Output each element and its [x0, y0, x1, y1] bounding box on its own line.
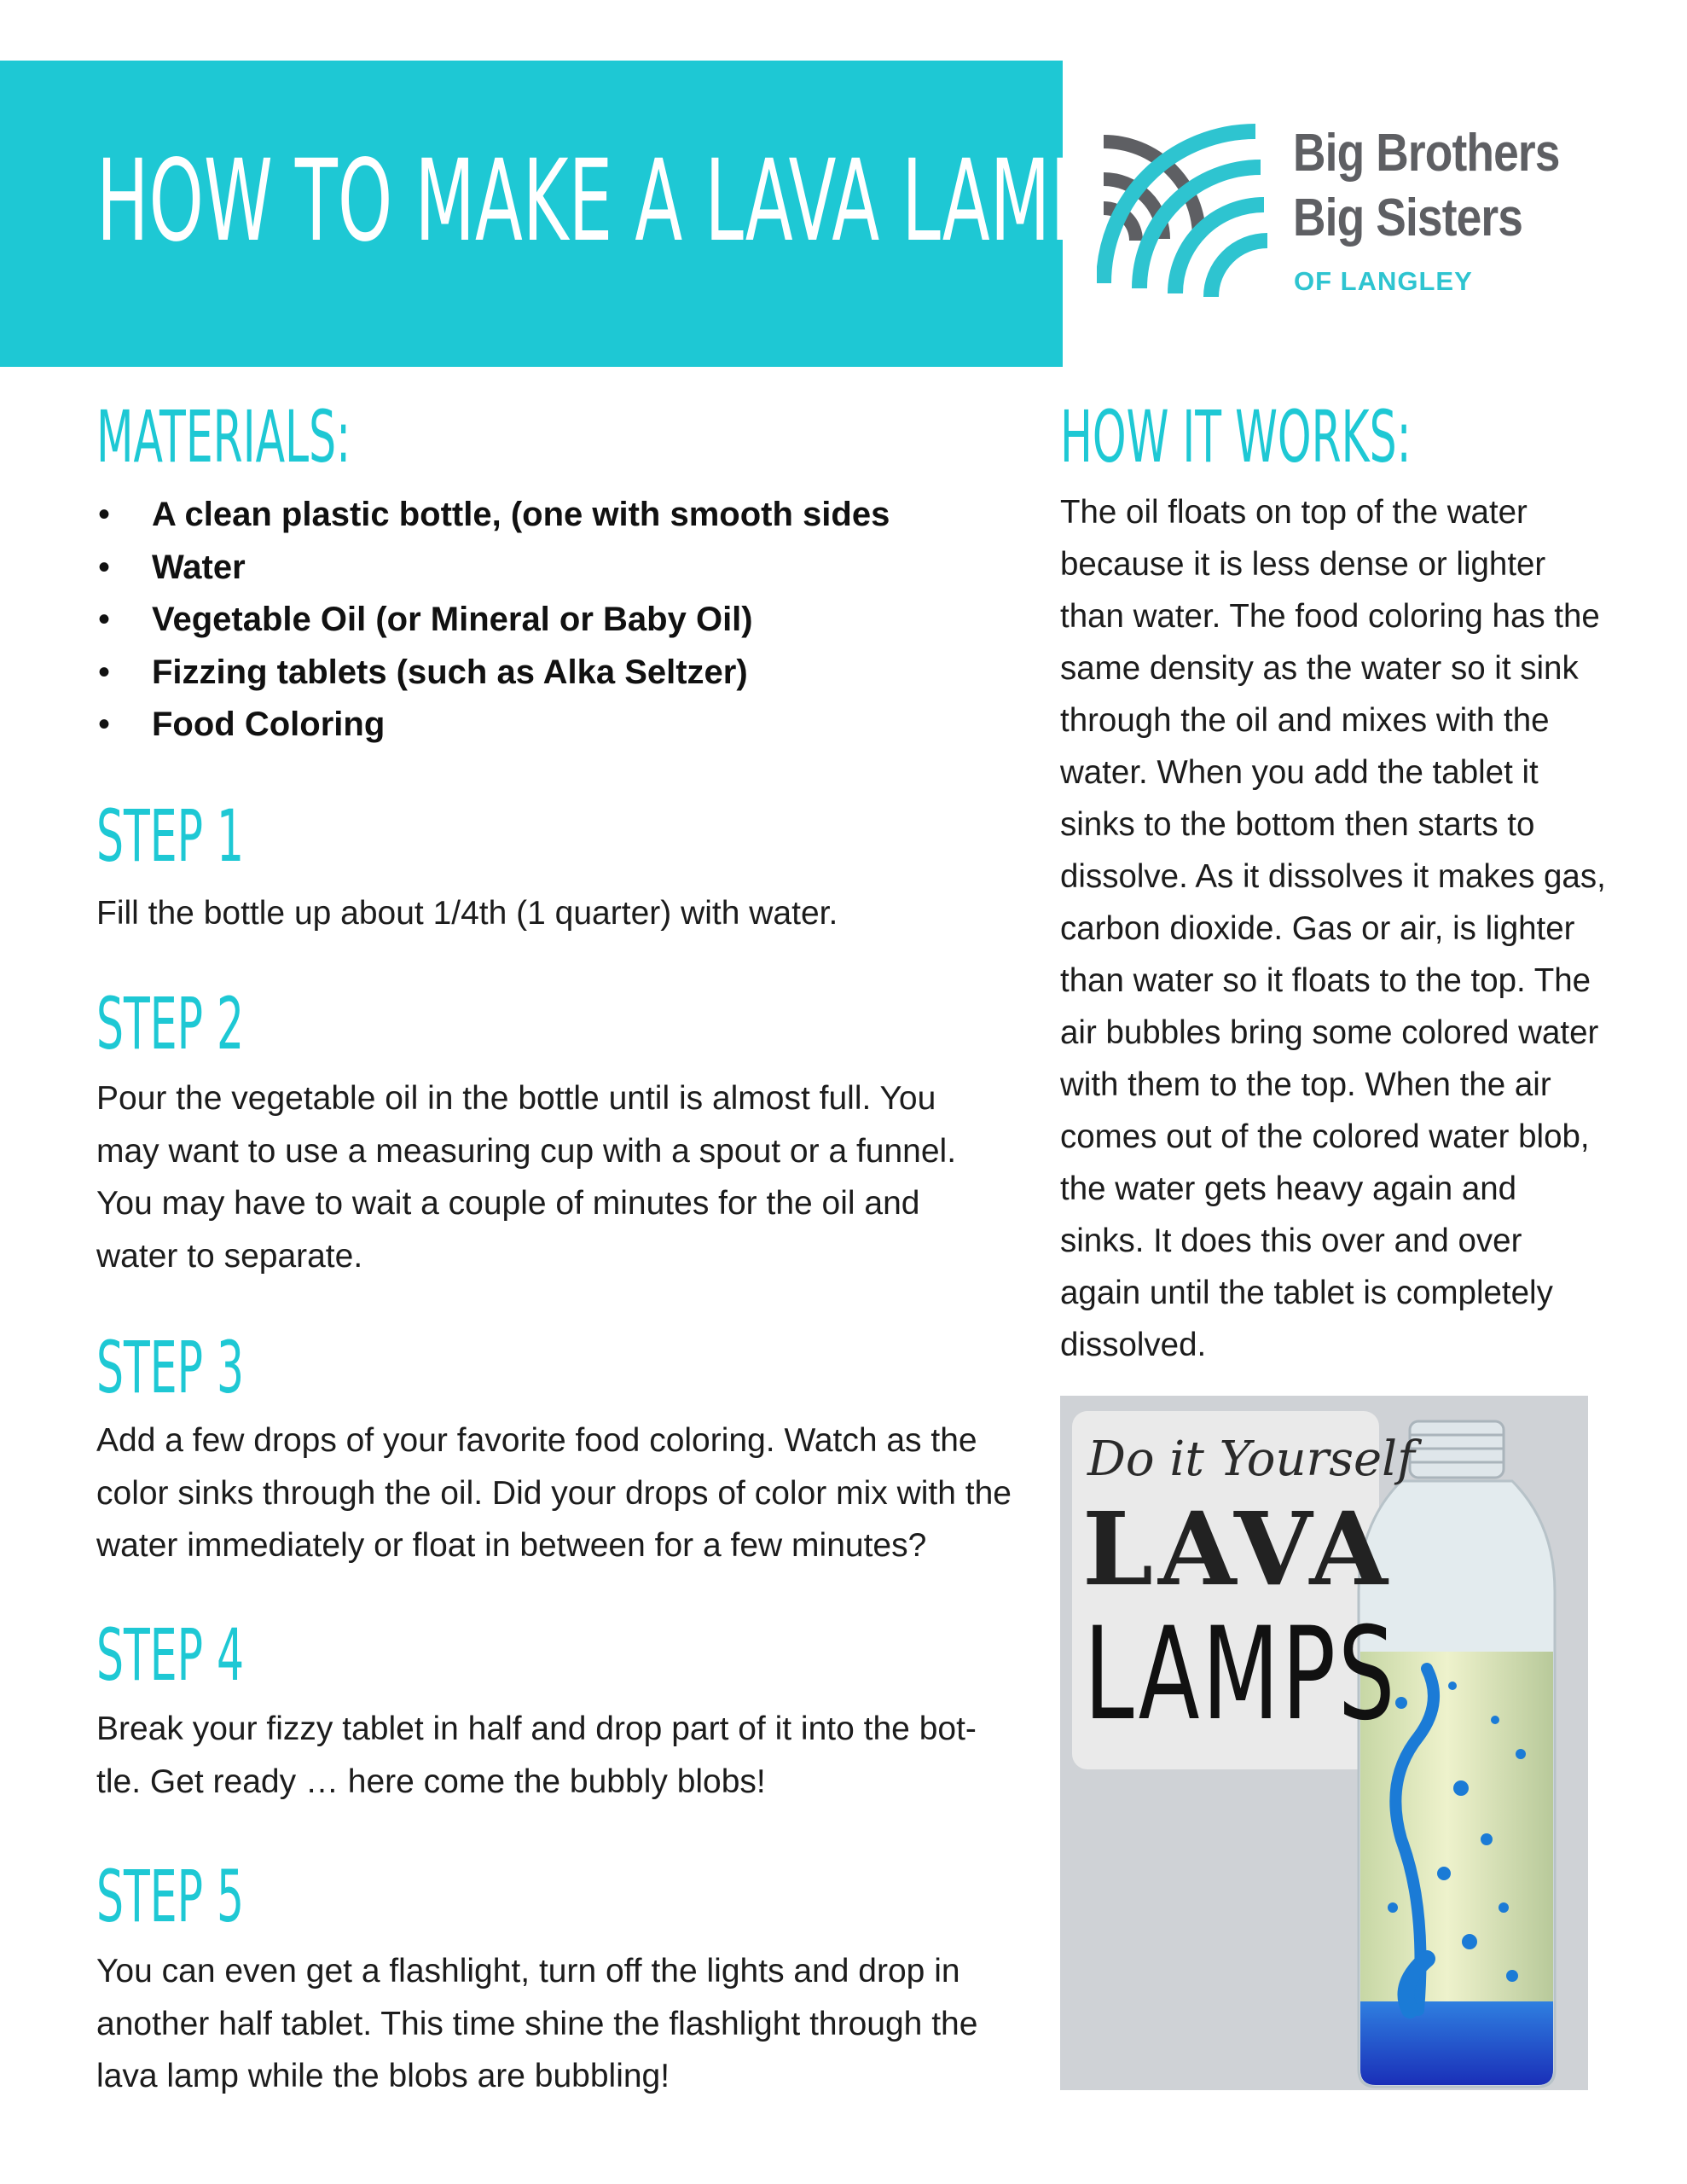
step-5-text: You can even get a flashlight, turn off the lights and drop in another half tablet. This time shine the flashlight through the lava lamp while the blobs are bubbling!: [96, 1953, 978, 2094]
logo-text-line1: Big Brothers: [1293, 124, 1560, 183]
materials-list: [96, 489, 1017, 752]
step-2-heading: STEP 2: [96, 982, 245, 1066]
logo-arcs-icon: [1097, 113, 1280, 309]
list-item: • Vegetable Oil (or Mineral or Baby Oil): [96, 594, 1017, 647]
logo: [1097, 113, 1609, 317]
step-5-heading: STEP 5: [96, 1855, 245, 1938]
photo-caption-line3: LAMPS: [1084, 1600, 1398, 1749]
photo-caption-line1: Do it Yourself: [1087, 1432, 1415, 1487]
step-1-text: Fill the bottle up about 1/4th (1 quarter) with water.: [96, 895, 838, 932]
step-3-text: Add a few drops of your favorite food coloring. Watch as the color sinks through the oil. Did your drops of color mix with the water immediately or float in between for a few minutes?: [96, 1422, 1012, 1564]
logo-subtitle: OF LANGLEY: [1294, 266, 1473, 296]
materials-heading: MATERIALS:: [96, 395, 351, 479]
step-4-text: Break your fizzy tablet in half and drop part of it into the bot-tle. Get ready … here come the bubbly blobs!: [96, 1711, 977, 1800]
list-item: • Water: [96, 542, 1017, 595]
step-1-heading: STEP 1: [96, 794, 245, 878]
list-item: • A clean plastic bottle, (one with smooth sides: [96, 489, 1017, 542]
step-2-text: Pour the vegetable oil in the bottle until is almost full. You may want to use a measuring cup with a spout or a funnel. You may have to wait a couple of minutes for the oil and water to separate.: [96, 1080, 957, 1275]
logo-text-line2: Big Sisters: [1293, 189, 1523, 247]
how-it-works-text: The oil floats on top of the water because it is less dense or lighter than water. The food coloring has the same density as the water so it sink through the oil and mixes with the water. When you add the tablet it sinks to the bottom then starts to dissolve. As it dissolves it makes gas, carbon dioxide. Gas or air, is lighter than water so it floats to the top. The air bubbles bring some colored water with them to the top. When the air comes out of the colored water blob, the water gets heavy again and sinks. It does this over and over again until the tablet is completely dissolved.: [1060, 494, 1606, 1363]
step-3-heading: STEP 3: [96, 1326, 245, 1409]
photo-caption-line2: LAVA: [1082, 1490, 1393, 1608]
lava-lamp-photo: [1060, 1396, 1588, 2090]
step-4-heading: STEP 4: [96, 1613, 245, 1697]
list-item: • Fizzing tablets (such as Alka Seltzer): [96, 647, 1017, 700]
list-item: • Food Coloring: [96, 699, 1017, 752]
how-it-works-heading: HOW IT WORKS:: [1060, 395, 1412, 479]
page-title: HOW TO MAKE A LAVA LAMP!: [96, 136, 1121, 267]
